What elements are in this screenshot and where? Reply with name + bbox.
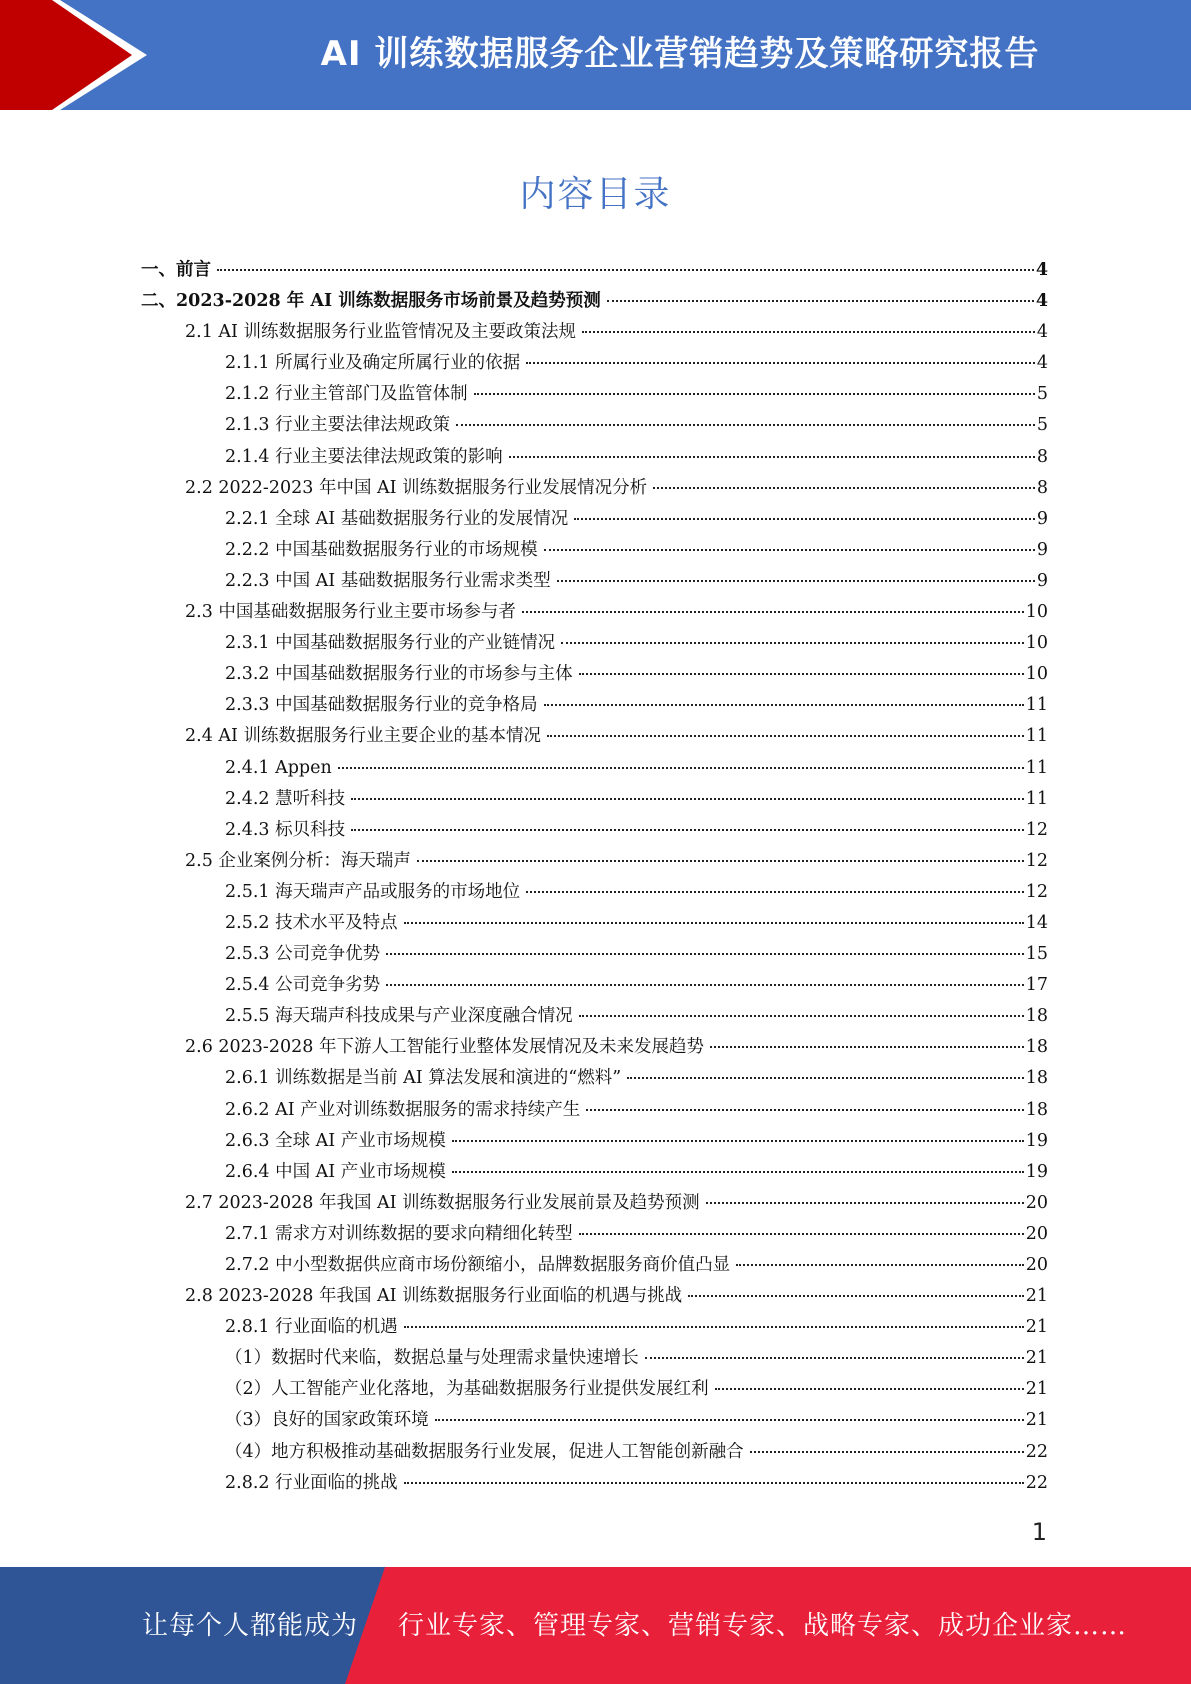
toc-entry[interactable] — [141, 535, 1048, 566]
toc-entry-page: 21 — [1025, 1379, 1048, 1400]
toc-entry[interactable] — [141, 379, 1048, 410]
footer-slogan-left: 让每个人都能成为 — [142, 1611, 359, 1641]
toc-entry[interactable] — [141, 1437, 1048, 1468]
toc-entry-label: 2.6.4 中国 AI 产业市场规模 — [225, 1161, 446, 1182]
toc-entry[interactable] — [141, 1281, 1048, 1312]
toc-entry-label: 2.5.1 海天瑞声产品或服务的市场地位 — [225, 881, 521, 902]
table-of-contents — [141, 255, 1048, 1499]
toc-entry-page: 12 — [1025, 850, 1048, 871]
toc-entry-page: 11 — [1025, 695, 1048, 716]
toc-leader-dots — [557, 580, 1035, 582]
toc-entry-label: （2）人工智能产业化落地，为基础数据服务行业提供发展红利 — [225, 1379, 709, 1400]
toc-entry-label: 2.6 2023-2028 年下游人工智能行业整体发展情况及未来发展趋势 — [185, 1037, 704, 1058]
toc-entry[interactable] — [141, 442, 1048, 473]
toc-entry[interactable] — [141, 877, 1048, 908]
toc-entry-label: 2.1.1 所属行业及确定所属行业的依据 — [225, 353, 521, 374]
toc-leader-dots — [509, 456, 1035, 458]
toc-entry[interactable] — [141, 690, 1048, 721]
toc-entry-label: 2.4.3 标贝科技 — [225, 819, 346, 840]
toc-entry-label: 2.2.1 全球 AI 基础数据服务行业的发展情况 — [225, 508, 569, 529]
toc-entry[interactable] — [141, 1126, 1048, 1157]
toc-leader-dots — [586, 1109, 1024, 1111]
toc-entry[interactable] — [141, 1468, 1048, 1499]
toc-entry[interactable] — [141, 1095, 1048, 1126]
toc-entry-page: 19 — [1025, 1130, 1048, 1151]
toc-leader-dots — [710, 1046, 1024, 1048]
toc-entry-label: 2.8 2023-2028 年我国 AI 训练数据服务行业面临的机遇与挑战 — [185, 1286, 683, 1307]
toc-entry-label: 2.4.2 慧听科技 — [225, 788, 346, 809]
toc-leader-dots — [386, 984, 1024, 986]
toc-entry-label: （4）地方积极推动基础数据服务行业发展，促进人工智能创新融合 — [225, 1441, 744, 1462]
toc-entry-page: 12 — [1025, 819, 1048, 840]
toc-entry-label: 2.5.5 海天瑞声科技成果与产业深度融合情况 — [225, 1006, 573, 1027]
toc-leader-dots — [452, 1140, 1024, 1142]
toc-entry-page: 10 — [1025, 602, 1048, 623]
toc-entry-page: 15 — [1025, 944, 1048, 965]
toc-entry-page: 5 — [1036, 415, 1048, 436]
toc-entry-page: 11 — [1025, 788, 1048, 809]
toc-entry-label: 2.1 AI 训练数据服务行业监管情况及主要政策法规 — [185, 322, 577, 343]
toc-entry-label: 2.6.3 全球 AI 产业市场规模 — [225, 1130, 446, 1151]
toc-entry-label: 2.1.4 行业主要法律法规政策的影响 — [225, 446, 503, 467]
toc-leader-dots — [544, 704, 1024, 706]
toc-entry[interactable] — [141, 1063, 1048, 1094]
toc-entry[interactable] — [141, 659, 1048, 690]
toc-leader-dots — [582, 331, 1035, 333]
toc-entry-page: 9 — [1036, 570, 1048, 591]
toc-leader-dots — [607, 300, 1034, 302]
report-title: AI 训练数据服务企业营销趋势及策略研究报告 — [320, 34, 1040, 74]
toc-entry-page: 9 — [1036, 508, 1048, 529]
toc-leader-dots — [526, 362, 1035, 364]
toc-leader-dots — [386, 953, 1024, 955]
toc-entry-page: 18 — [1025, 1068, 1048, 1089]
toc-entry-label: （1）数据时代来临，数据总量与处理需求量快速增长 — [225, 1348, 639, 1369]
toc-leader-dots — [474, 393, 1035, 395]
toc-entry-label: 2.2.2 中国基础数据服务行业的市场规模 — [225, 539, 538, 560]
toc-leader-dots — [653, 487, 1035, 489]
toc-leader-dots — [627, 1077, 1024, 1079]
toc-entry-page: 8 — [1036, 446, 1048, 467]
toc-leader-dots — [750, 1451, 1024, 1453]
toc-entry-page: 18 — [1025, 1006, 1048, 1027]
toc-entry-page: 22 — [1025, 1472, 1048, 1493]
toc-entry[interactable] — [141, 939, 1048, 970]
toc-entry[interactable] — [141, 753, 1048, 784]
toc-leader-dots — [715, 1388, 1024, 1390]
toc-entry[interactable] — [141, 1032, 1048, 1063]
toc-heading: 内容目录 — [519, 174, 672, 215]
toc-entry-label: 2.2 2022-2023 年中国 AI 训练数据服务行业发展情况分析 — [185, 477, 648, 498]
toc-entry[interactable] — [141, 1405, 1048, 1436]
toc-entry-page: 22 — [1025, 1441, 1048, 1462]
toc-entry-page: 14 — [1025, 912, 1048, 933]
toc-entry-label: 2.3.2 中国基础数据服务行业的市场参与主体 — [225, 664, 573, 685]
toc-entry-label: 2.6.2 AI 产业对训练数据服务的需求持续产生 — [225, 1099, 581, 1120]
toc-entry-label: 2.7.2 中小型数据供应商市场份额缩小，品牌数据服务商价值凸显 — [225, 1255, 731, 1275]
toc-entry-label: 2.3.1 中国基础数据服务行业的产业链情况 — [225, 633, 556, 654]
toc-entry-label: 2.5.3 公司竞争优势 — [225, 944, 381, 965]
toc-entry[interactable] — [141, 1001, 1048, 1032]
toc-entry-page: 4 — [1035, 291, 1048, 312]
toc-entry-label: 2.5.4 公司竞争劣势 — [225, 975, 381, 996]
toc-entry[interactable] — [141, 815, 1048, 846]
toc-entry-page: 11 — [1025, 726, 1048, 747]
toc-entry[interactable] — [141, 970, 1048, 1001]
footer-banner — [0, 1567, 1191, 1684]
toc-entry-page: 20 — [1025, 1255, 1048, 1275]
toc-entry-page: 21 — [1025, 1286, 1048, 1307]
toc-entry-label: 一、前言 — [141, 260, 211, 280]
toc-entry-page: 21 — [1025, 1317, 1048, 1338]
toc-entry-label: 2.6.1 训练数据是当前 AI 算法发展和演进的“燃料” — [225, 1068, 622, 1089]
toc-entry-page: 10 — [1025, 664, 1048, 685]
toc-entry[interactable] — [141, 473, 1048, 504]
toc-entry-label: 2.5 企业案例分析：海天瑞声 — [185, 850, 411, 871]
toc-entry[interactable] — [141, 1157, 1048, 1188]
toc-leader-dots — [736, 1264, 1024, 1266]
toc-entry[interactable] — [141, 1188, 1048, 1219]
header-banner — [0, 0, 1191, 110]
toc-leader-dots — [217, 269, 1034, 271]
toc-entry[interactable] — [141, 348, 1048, 379]
page-number: 1 — [1031, 1518, 1047, 1546]
toc-entry-page: 8 — [1036, 477, 1048, 498]
toc-leader-dots — [404, 1326, 1024, 1328]
toc-leader-dots — [351, 798, 1024, 800]
toc-leader-dots — [452, 1171, 1024, 1173]
toc-entry[interactable] — [141, 1219, 1048, 1250]
toc-entry-label: （3）良好的国家政策环境 — [225, 1410, 429, 1431]
toc-entry-label: 2.4.1 Appen — [225, 757, 332, 778]
toc-leader-dots — [456, 424, 1035, 426]
toc-entry-label: 2.2.3 中国 AI 基础数据服务行业需求类型 — [225, 570, 551, 591]
toc-entry[interactable] — [141, 1343, 1048, 1374]
toc-leader-dots — [561, 642, 1024, 644]
toc-entry-label: 2.3.3 中国基础数据服务行业的竞争格局 — [225, 695, 538, 716]
toc-entry-page: 20 — [1025, 1223, 1048, 1244]
header-chevron-icon — [0, 0, 160, 110]
toc-entry-page: 19 — [1025, 1161, 1048, 1182]
toc-entry-page: 11 — [1025, 757, 1048, 778]
toc-entry-page: 4 — [1036, 353, 1048, 374]
toc-leader-dots — [522, 611, 1024, 613]
toc-entry-label: 二、2023-2028 年 AI 训练数据服务市场前景及趋势预测 — [141, 291, 601, 312]
toc-entry-label: 2.3 中国基础数据服务行业主要市场参与者 — [185, 602, 516, 623]
toc-leader-dots — [338, 767, 1024, 769]
toc-entry[interactable] — [141, 628, 1048, 659]
toc-entry[interactable] — [141, 784, 1048, 815]
toc-entry[interactable] — [141, 1250, 1048, 1281]
toc-entry-page: 21 — [1025, 1410, 1048, 1431]
toc-entry[interactable] — [141, 721, 1048, 752]
toc-leader-dots — [547, 735, 1024, 737]
toc-leader-dots — [688, 1295, 1024, 1297]
toc-entry-label: 2.7.1 需求方对训练数据的要求向精细化转型 — [225, 1223, 573, 1244]
toc-entry[interactable] — [141, 1374, 1048, 1405]
toc-entry[interactable] — [141, 1312, 1048, 1343]
toc-leader-dots — [526, 891, 1024, 893]
toc-leader-dots — [579, 673, 1024, 675]
toc-entry[interactable] — [141, 597, 1048, 628]
toc-entry[interactable] — [141, 566, 1048, 597]
toc-entry-label: 2.4 AI 训练数据服务行业主要企业的基本情况 — [185, 726, 542, 747]
toc-leader-dots — [404, 922, 1024, 924]
toc-entry-label: 2.5.2 技术水平及特点 — [225, 912, 398, 933]
toc-entry-page: 18 — [1025, 1099, 1048, 1120]
toc-entry-label: 2.8.1 行业面临的机遇 — [225, 1317, 398, 1338]
toc-entry-page: 5 — [1036, 384, 1048, 405]
toc-entry[interactable] — [141, 317, 1048, 348]
toc-leader-dots — [544, 549, 1035, 551]
toc-entry-label: 2.1.2 行业主管部门及监管体制 — [225, 384, 468, 405]
toc-entry-page: 20 — [1025, 1192, 1048, 1213]
toc-leader-dots — [435, 1419, 1024, 1421]
toc-entry-label: 2.1.3 行业主要法律法规政策 — [225, 415, 451, 436]
toc-entry-page: 10 — [1025, 633, 1048, 654]
toc-leader-dots — [645, 1357, 1024, 1359]
toc-entry[interactable] — [141, 908, 1048, 939]
toc-leader-dots — [706, 1202, 1024, 1204]
toc-entry[interactable] — [141, 504, 1048, 535]
toc-entry[interactable] — [141, 410, 1048, 441]
toc-leader-dots — [579, 1233, 1024, 1235]
toc-entry-page: 9 — [1036, 539, 1048, 560]
toc-entry-label: 2.7 2023-2028 年我国 AI 训练数据服务行业发展前景及趋势预测 — [185, 1192, 700, 1213]
toc-entry-page: 18 — [1025, 1037, 1048, 1058]
toc-entry[interactable] — [141, 286, 1048, 317]
toc-leader-dots — [574, 518, 1035, 520]
footer-slogan-right: 行业专家、管理专家、营销专家、战略专家、成功企业家…… — [398, 1611, 1128, 1641]
toc-entry-page: 4 — [1036, 322, 1048, 343]
toc-leader-dots — [579, 1015, 1024, 1017]
toc-leader-dots — [417, 860, 1024, 862]
toc-entry-page: 12 — [1025, 881, 1048, 902]
toc-entry-label: 2.8.2 行业面临的挑战 — [225, 1472, 398, 1493]
toc-entry-page: 17 — [1025, 975, 1048, 996]
toc-entry[interactable] — [141, 846, 1048, 877]
toc-entry-page: 4 — [1035, 260, 1048, 280]
toc-entry[interactable] — [141, 255, 1048, 286]
toc-entry-page: 21 — [1025, 1348, 1048, 1369]
toc-leader-dots — [351, 829, 1024, 831]
toc-leader-dots — [404, 1482, 1024, 1484]
